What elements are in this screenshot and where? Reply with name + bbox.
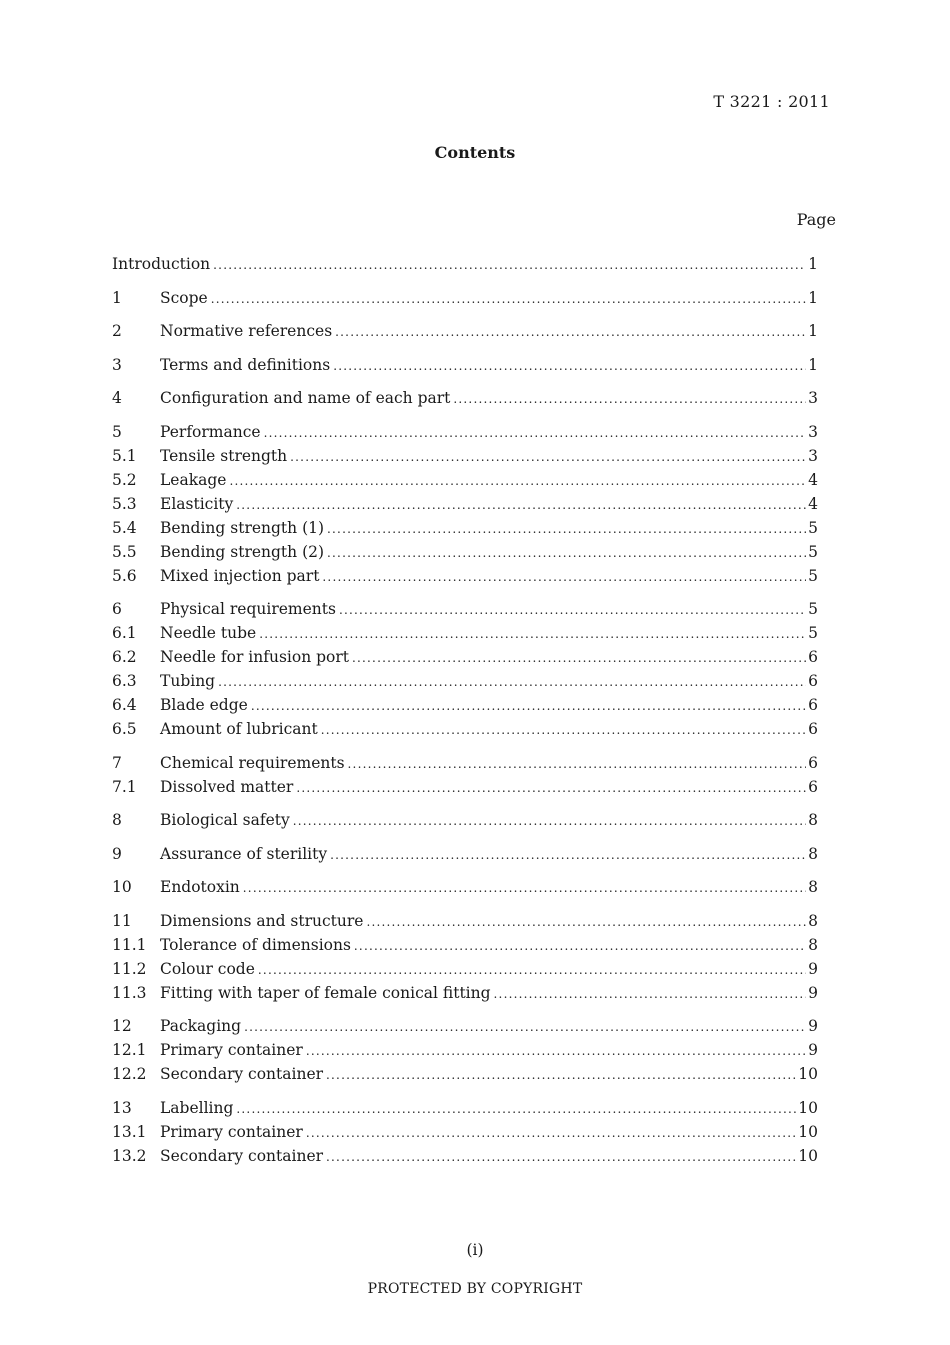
- toc-entry: [112, 564, 818, 588]
- dot-leader: [211, 287, 806, 311]
- dot-leader: [333, 354, 806, 378]
- dot-leader: [251, 694, 806, 718]
- toc-entry-page: 6: [808, 777, 818, 796]
- toc-entry: [112, 1120, 818, 1144]
- toc-entry-page: 4: [808, 470, 818, 489]
- toc-entry-page: 8: [808, 811, 818, 829]
- toc-entry: [112, 1062, 818, 1086]
- toc-entry-page: 10: [798, 1122, 818, 1141]
- toc-entry-page: 4: [808, 494, 818, 513]
- toc-entry-number: 8: [112, 811, 122, 829]
- toc-entry-page: 10: [798, 1098, 818, 1117]
- toc-entry-title: Tensile strength: [160, 446, 288, 465]
- toc-entry-number: 12.2: [112, 1065, 147, 1083]
- toc-entry-number: 1: [112, 288, 122, 307]
- page-column-label: Page: [796, 210, 836, 229]
- toc-entry-number: 4: [112, 389, 122, 407]
- toc-entry-title: Needle tube: [160, 624, 257, 642]
- toc-entry-number: 9: [112, 844, 122, 863]
- toc-entry-title: Dissolved matter: [160, 777, 294, 796]
- toc-entry-number: 5.2: [112, 470, 137, 489]
- toc-entry-number: 13.2: [112, 1146, 147, 1165]
- toc-entry: [112, 540, 818, 564]
- toc-entry: [112, 775, 818, 799]
- dot-leader: [354, 934, 806, 958]
- toc-entry-number: 13.1: [112, 1122, 147, 1141]
- toc-entry-page: 5: [808, 600, 818, 618]
- toc-entry-title: Tolerance of dimensions: [160, 935, 351, 954]
- toc-entry-page: 3: [808, 422, 818, 441]
- toc-entry-title: Dimensions and structure: [160, 911, 364, 930]
- toc-entry-title: Endotoxin: [160, 878, 240, 896]
- toc-entry-number: 6: [112, 600, 122, 618]
- toc-entry-title: Bending strength (2): [160, 542, 325, 561]
- toc-entry-number: 6.3: [112, 672, 137, 690]
- dot-leader: [258, 958, 806, 982]
- toc-entry-title: Secondary container: [160, 1065, 324, 1083]
- toc-entry-page: 3: [808, 389, 818, 407]
- toc-entry-number: 2: [112, 322, 122, 340]
- toc-entry: [112, 933, 818, 957]
- toc-entry-title: Configuration and name of each part: [160, 389, 451, 407]
- toc-entry-title: Amount of lubricant: [160, 720, 318, 738]
- toc-entry: [112, 669, 818, 693]
- toc-entry-page: 10: [798, 1146, 818, 1165]
- toc-entry-page: 5: [808, 566, 818, 585]
- toc-entry: [112, 981, 818, 1005]
- toc-entry: [112, 386, 818, 410]
- toc-entry-number: 6.1: [112, 624, 137, 642]
- dot-leader: [453, 387, 806, 411]
- toc-entry: [112, 319, 818, 343]
- dot-leader: [326, 1063, 796, 1087]
- toc-entry: [112, 751, 818, 775]
- toc-entry-number: 11: [112, 911, 132, 930]
- toc-entry: [112, 492, 818, 516]
- toc-entry-page: 5: [808, 518, 818, 537]
- dot-leader: [243, 876, 806, 900]
- toc-entry-title: Colour code: [160, 959, 255, 978]
- toc-entry-page: 6: [808, 720, 818, 738]
- toc-entry: [112, 1096, 818, 1120]
- toc-entry: [112, 468, 818, 492]
- copyright-notice: PROTECTED BY COPYRIGHT: [367, 1281, 583, 1297]
- toc-entry: [112, 420, 818, 444]
- toc-entry-number: 10: [112, 878, 132, 896]
- toc-entry: [112, 1014, 818, 1038]
- toc-entry-number: 7: [112, 753, 122, 772]
- toc-entry-page: 9: [808, 1041, 818, 1059]
- toc-entry-number: 5.1: [112, 446, 137, 465]
- toc-entry-page: 8: [808, 911, 818, 930]
- toc-entry: [112, 957, 818, 981]
- toc-entry-title: Fitting with taper of female conical fitting: [160, 983, 491, 1002]
- dot-leader: [306, 1121, 796, 1145]
- toc-entry-number: 6.5: [112, 720, 137, 738]
- dot-leader: [236, 1097, 796, 1121]
- toc-entry-page: 1: [808, 288, 818, 307]
- toc-entry: [112, 842, 818, 866]
- toc-entry: [112, 1038, 818, 1062]
- toc-entry-number: 5.6: [112, 566, 137, 585]
- toc-entry-page: 10: [798, 1065, 818, 1083]
- dot-leader: [259, 622, 806, 646]
- toc-entry-number: 11.1: [112, 935, 147, 954]
- toc-entry-page: 6: [808, 696, 818, 714]
- dot-leader: [213, 253, 806, 277]
- dot-leader: [218, 670, 806, 694]
- toc-entry-number: 6.4: [112, 696, 137, 714]
- page-number: (i): [466, 1241, 484, 1259]
- dot-leader: [293, 809, 806, 833]
- toc-entry-title: Labelling: [160, 1098, 234, 1117]
- toc-entry-page: 6: [808, 672, 818, 690]
- toc-entry-title: Scope: [160, 288, 208, 307]
- toc-entry-page: 8: [808, 878, 818, 896]
- toc-entry-title: Performance: [160, 422, 261, 441]
- dot-leader: [339, 598, 806, 622]
- toc-entry: [112, 286, 818, 310]
- dot-leader: [352, 646, 806, 670]
- toc-entry-page: 3: [808, 446, 818, 465]
- toc-entry-page: 9: [808, 983, 818, 1002]
- toc-entry-number: 5.3: [112, 494, 137, 513]
- toc-entry: [112, 621, 818, 645]
- dot-leader: [236, 493, 806, 517]
- toc-entry-title: Primary container: [160, 1122, 303, 1141]
- toc-entry-title: Bending strength (1): [160, 518, 325, 537]
- toc-entry-page: 6: [808, 648, 818, 666]
- toc-entry-title: Introduction: [112, 255, 211, 273]
- toc-entry-title: Physical requirements: [160, 600, 336, 618]
- page-title: Contents: [434, 143, 516, 162]
- toc-entry-page: 5: [808, 542, 818, 561]
- toc-entry: [112, 808, 818, 832]
- dot-leader: [306, 1039, 806, 1063]
- toc-entry-number: 11.3: [112, 983, 147, 1002]
- toc-entry-page: 6: [808, 753, 818, 772]
- toc-entry-number: 6.2: [112, 648, 137, 666]
- toc-entry-page: 1: [808, 322, 818, 340]
- dot-leader: [322, 565, 806, 589]
- toc-entry: [112, 516, 818, 540]
- toc-entry: [112, 909, 818, 933]
- toc-entry-title: Normative references: [160, 322, 333, 340]
- dot-leader: [290, 445, 806, 469]
- toc-entry: [112, 597, 818, 621]
- toc-entry: [112, 693, 818, 717]
- table-of-contents: [112, 252, 818, 1168]
- toc-entry: [112, 1144, 818, 1168]
- toc-entry-page: 9: [808, 1017, 818, 1035]
- toc-entry-page: 5: [808, 624, 818, 642]
- toc-entry-title: Secondary container: [160, 1146, 324, 1165]
- document-id: T 3221 : 2011: [713, 92, 830, 111]
- dot-leader: [264, 421, 807, 445]
- toc-entry-number: 3: [112, 355, 122, 374]
- toc-entry-page: 8: [808, 844, 818, 863]
- dot-leader: [330, 843, 806, 867]
- toc-entry-number: 12: [112, 1017, 132, 1035]
- toc-entry-number: 5.4: [112, 518, 137, 537]
- toc-entry-title: Mixed injection part: [160, 566, 320, 585]
- dot-leader: [326, 1145, 796, 1169]
- toc-entry-number: 7.1: [112, 777, 137, 796]
- toc-entry: [112, 353, 818, 377]
- toc-entry-title: Needle for infusion port: [160, 648, 349, 666]
- toc-entry-page: 9: [808, 959, 818, 978]
- toc-entry-title: Elasticity: [160, 494, 234, 513]
- toc-entry-number: 12.1: [112, 1041, 147, 1059]
- dot-leader: [327, 517, 806, 541]
- toc-entry: [112, 717, 818, 741]
- dot-leader: [335, 320, 806, 344]
- toc-entry-number: 5: [112, 422, 122, 441]
- toc-entry: [112, 875, 818, 899]
- dot-leader: [229, 469, 806, 493]
- toc-entry-title: Tubing: [160, 672, 216, 690]
- toc-entry: [112, 444, 818, 468]
- toc-entry: [112, 252, 818, 276]
- dot-leader: [327, 541, 806, 565]
- dot-leader: [296, 776, 806, 800]
- toc-entry-number: 13: [112, 1098, 132, 1117]
- toc-entry-title: Blade edge: [160, 696, 248, 714]
- toc-entry-title: Leakage: [160, 470, 227, 489]
- toc-entry-title: Assurance of sterility: [160, 844, 328, 863]
- toc-entry-page: 1: [808, 255, 818, 273]
- toc-entry-number: 5.5: [112, 542, 137, 561]
- toc-entry-title: Primary container: [160, 1041, 303, 1059]
- dot-leader: [494, 982, 807, 1006]
- dot-leader: [348, 752, 807, 776]
- toc-entry-title: Chemical requirements: [160, 753, 345, 772]
- dot-leader: [366, 910, 806, 934]
- toc-entry-title: Biological safety: [160, 811, 290, 829]
- toc-entry-title: Terms and definitions: [160, 355, 331, 374]
- toc-entry-page: 1: [808, 355, 818, 374]
- toc-entry: [112, 645, 818, 669]
- dot-leader: [321, 718, 806, 742]
- toc-entry-title: Packaging: [160, 1017, 242, 1035]
- toc-entry-page: 8: [808, 935, 818, 954]
- dot-leader: [244, 1015, 806, 1039]
- toc-entry-number: 11.2: [112, 959, 147, 978]
